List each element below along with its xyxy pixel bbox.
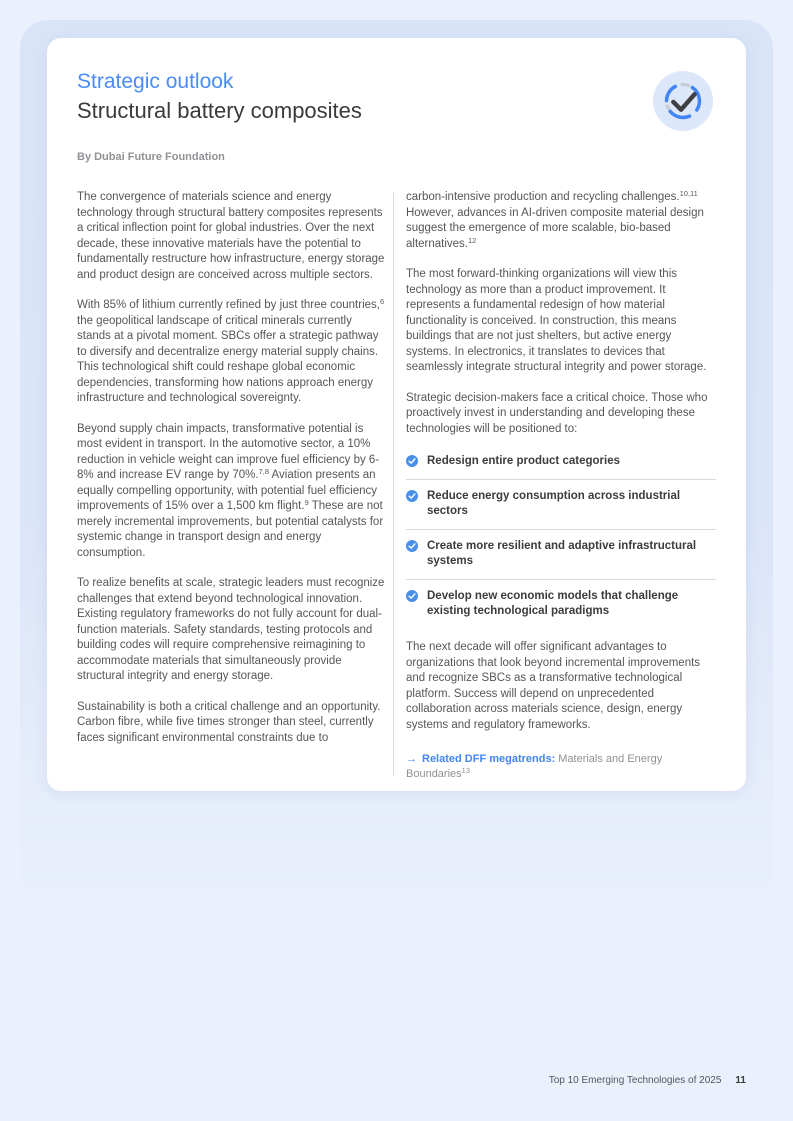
paragraph: With 85% of lithium currently refined by just three countries,$^6$ the geopolitical landscape of critical minerals currently stands at a pivotal moment. SBCs offer a strategic pathway to diversify and decentralize energy material supply chains. This technological shift could reshape global economic dependencies, transforming how nations approach energy infrastructure and technological sovereignty.	[77, 297, 385, 404]
related-megatrends-line	[406, 752, 716, 782]
column-divider	[393, 192, 394, 776]
checklist-item	[406, 452, 716, 479]
arrow-right-icon: →	[406, 753, 417, 765]
paragraph: The most forward-thinking organizations will view this technology as more than a product improvement. It represents a fundamental redesign of how material functionality is conceived. In construction, this means buildings that are not just shelters, but active energy systems. In electronics, it translates to devices that seamlessly integrate structural integrity and power storage.	[406, 268, 707, 373]
checklist-item	[406, 579, 716, 623]
checklist-item-label: Reduce energy consumption across industrial sectors	[427, 490, 681, 517]
checklist-item-label: Develop new economic models that challenge existing technological paradigms	[427, 590, 679, 617]
check-progress-icon	[652, 70, 714, 132]
footer-doc-title: Top 10 Emerging Technologies of 2025	[548, 1075, 722, 1086]
checklist-item-label: Redesign entire product categories	[427, 455, 620, 467]
page-title: Structural battery composites	[77, 98, 362, 123]
checklist-item	[406, 479, 716, 529]
report-page-card	[47, 38, 746, 791]
check-circle-icon	[406, 590, 418, 602]
paragraph: The next decade will offer significant advantages to organizations that look beyond incremental improvements and recognize SBCs as a transformative technological platform. Success will depend on unprecedented collaboration across materials science, design, energy systems and regulatory frameworks.	[406, 641, 701, 731]
paragraph: Beyond supply chain impacts, transformative potential is most evident in transport. In the automotive sector, a 10% reduction in vehicle weight can improve fuel efficiency by 6-8% and increase EV range by 70%.$^{7,8}$ Aviation presents an equally compelling opportunity, with potential fuel efficiency improvements of 15% over a 1,500 km flight.$^9$ These are not merely incremental improvements, but potential catalysts for systemic change in transport design and energy consumption.	[77, 422, 384, 559]
page-number: 11	[735, 1075, 746, 1086]
paragraph: Strategic decision-makers face a critical choice. Those who proactively invest in understanding and developing these technologies will be positioned to:	[406, 391, 708, 435]
byline: By Dubai Future Foundation	[77, 151, 225, 163]
footnote-ref: 13	[461, 766, 470, 775]
check-circle-icon	[406, 455, 418, 467]
left-column	[77, 190, 385, 782]
paragraph: To realize benefits at scale, strategic leaders must recognize challenges that extend beyond technological innovation. Existing regulatory frameworks do not fully account for dual-function materials. Safety standards, testing protocols and building codes will require comprehensive reimagining to accommodate materials that simultaneously provide structural integrity and energy storage.	[77, 577, 385, 682]
check-circle-icon	[406, 490, 418, 502]
related-megatrends-value: Materials and Energy Boundaries	[406, 753, 663, 780]
strategic-checklist	[406, 452, 716, 623]
checklist-item-label: Create more resilient and adaptive infrastructural systems	[427, 540, 697, 567]
paragraph: carbon-intensive production and recycling challenges.$^{10,11}$ However, advances in AI-driven composite material design suggest the emergence of more scalable, bio-based alternatives.$^{12}$	[406, 189, 704, 250]
section-eyebrow: Strategic outlook	[77, 70, 234, 93]
right-column	[406, 190, 716, 782]
paragraph: The convergence of materials science and energy technology through structural battery composites represents a critical inflection point for global industries. Over the next decade, these innovative materials have the potential to fundamentally restructure how infrastructure, energy storage and product design are conceived across multiple sectors.	[77, 191, 385, 281]
related-megatrends-link[interactable]: Related DFF megatrends:	[422, 753, 556, 765]
check-circle-icon	[406, 540, 418, 552]
paragraph: Sustainability is both a critical challenge and an opportunity. Carbon fibre, while five times stronger than steel, currently faces significant environmental constraints due to	[77, 700, 381, 744]
page-footer	[549, 1075, 746, 1086]
checklist-item	[406, 529, 716, 579]
article-columns	[77, 190, 716, 782]
